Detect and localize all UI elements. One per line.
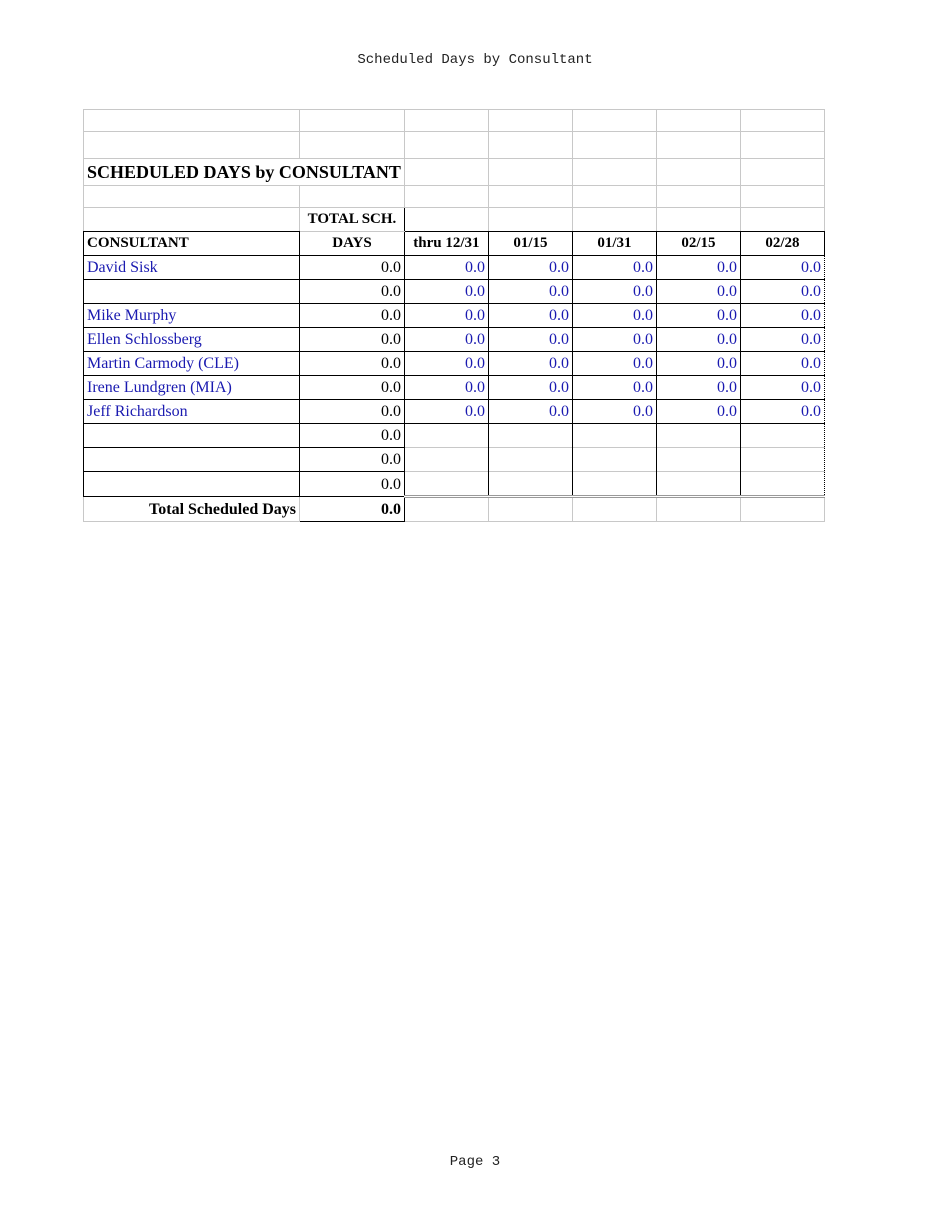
total-days: 0.0 bbox=[300, 328, 405, 352]
period-value bbox=[572, 424, 656, 448]
page-number: Page 3 bbox=[449, 1154, 501, 1170]
period-value: 0.0 bbox=[404, 280, 488, 304]
period-value bbox=[740, 472, 824, 497]
period-value: 0.0 bbox=[740, 328, 824, 352]
period-value: 0.0 bbox=[404, 328, 488, 352]
period-value: 0.0 bbox=[404, 352, 488, 376]
table-row bbox=[84, 256, 825, 280]
period-value: 0.0 bbox=[404, 256, 488, 280]
period-value: 0.0 bbox=[740, 304, 824, 328]
period-value: 0.0 bbox=[656, 304, 740, 328]
total-days: 0.0 bbox=[300, 424, 405, 448]
period-value: 0.0 bbox=[488, 304, 572, 328]
header-days: DAYS bbox=[300, 232, 405, 256]
consultant-name: Mike Murphy bbox=[84, 304, 300, 328]
period-value: 0.0 bbox=[404, 376, 488, 400]
period-value bbox=[572, 448, 656, 472]
blank-row bbox=[84, 110, 825, 132]
period-value bbox=[404, 448, 488, 472]
period-value: 0.0 bbox=[572, 280, 656, 304]
total-days: 0.0 bbox=[300, 376, 405, 400]
period-value: 0.0 bbox=[656, 328, 740, 352]
period-value: 0.0 bbox=[656, 280, 740, 304]
period-value: 0.0 bbox=[572, 256, 656, 280]
period-value bbox=[656, 448, 740, 472]
table-row bbox=[84, 472, 825, 497]
period-value: 0.0 bbox=[488, 328, 572, 352]
header-row-top bbox=[84, 208, 825, 232]
consultant-name: David Sisk bbox=[84, 256, 300, 280]
table-row bbox=[84, 424, 825, 448]
consultant-name: Martin Carmody (CLE) bbox=[84, 352, 300, 376]
period-value: 0.0 bbox=[656, 352, 740, 376]
header-0215: 02/15 bbox=[656, 232, 740, 256]
period-value: 0.0 bbox=[740, 280, 824, 304]
period-value: 0.0 bbox=[488, 376, 572, 400]
period-value: 0.0 bbox=[656, 400, 740, 424]
total-label: Total Scheduled Days bbox=[84, 497, 300, 522]
period-value bbox=[488, 472, 572, 497]
period-value: 0.0 bbox=[488, 256, 572, 280]
period-value: 0.0 bbox=[740, 256, 824, 280]
table-row bbox=[84, 400, 825, 424]
period-value: 0.0 bbox=[572, 304, 656, 328]
period-value bbox=[488, 448, 572, 472]
period-value: 0.0 bbox=[488, 280, 572, 304]
period-value: 0.0 bbox=[488, 400, 572, 424]
consultant-name: Ellen Schlossberg bbox=[84, 328, 300, 352]
period-value: 0.0 bbox=[656, 256, 740, 280]
period-value: 0.0 bbox=[572, 400, 656, 424]
period-value bbox=[740, 448, 824, 472]
consultant-name bbox=[84, 472, 300, 497]
total-days: 0.0 bbox=[300, 472, 405, 497]
period-value: 0.0 bbox=[572, 352, 656, 376]
total-days: 0.0 bbox=[300, 352, 405, 376]
period-value: 0.0 bbox=[572, 328, 656, 352]
header-row bbox=[84, 232, 825, 256]
consultant-name bbox=[84, 424, 300, 448]
period-value bbox=[740, 424, 824, 448]
spreadsheet-table bbox=[83, 109, 825, 522]
period-value: 0.0 bbox=[740, 400, 824, 424]
header-0131: 01/31 bbox=[572, 232, 656, 256]
total-days: 0.0 bbox=[300, 280, 405, 304]
period-value: 0.0 bbox=[488, 352, 572, 376]
period-value bbox=[656, 472, 740, 497]
blank-row bbox=[84, 186, 825, 208]
period-value bbox=[656, 424, 740, 448]
table-row bbox=[84, 304, 825, 328]
period-value: 0.0 bbox=[740, 376, 824, 400]
header-0228: 02/28 bbox=[740, 232, 824, 256]
total-row bbox=[84, 497, 825, 522]
period-value bbox=[404, 472, 488, 497]
period-value: 0.0 bbox=[404, 304, 488, 328]
consultant-name bbox=[84, 448, 300, 472]
header-consultant: CONSULTANT bbox=[84, 232, 300, 256]
period-value: 0.0 bbox=[656, 376, 740, 400]
header-thru-1231: thru 12/31 bbox=[404, 232, 488, 256]
table-row bbox=[84, 352, 825, 376]
table-row bbox=[84, 448, 825, 472]
sheet-title: SCHEDULED DAYS by CONSULTANT bbox=[84, 159, 405, 186]
period-value: 0.0 bbox=[404, 400, 488, 424]
total-days: 0.0 bbox=[300, 256, 405, 280]
consultant-name: Jeff Richardson bbox=[84, 400, 300, 424]
table-row bbox=[84, 280, 825, 304]
page-header: Scheduled Days by Consultant bbox=[357, 52, 593, 68]
consultant-name bbox=[84, 280, 300, 304]
period-value bbox=[488, 424, 572, 448]
title-row bbox=[84, 159, 825, 186]
total-days: 0.0 bbox=[300, 400, 405, 424]
total-value: 0.0 bbox=[300, 497, 405, 522]
blank-row bbox=[84, 132, 825, 159]
table-row bbox=[84, 328, 825, 352]
consultant-name: Irene Lundgren (MIA) bbox=[84, 376, 300, 400]
table-row bbox=[84, 376, 825, 400]
period-value: 0.0 bbox=[572, 376, 656, 400]
header-0115: 01/15 bbox=[488, 232, 572, 256]
period-value: 0.0 bbox=[740, 352, 824, 376]
header-total-top: TOTAL SCH. bbox=[300, 208, 405, 232]
total-days: 0.0 bbox=[300, 304, 405, 328]
total-days: 0.0 bbox=[300, 448, 405, 472]
period-value bbox=[404, 424, 488, 448]
period-value bbox=[572, 472, 656, 497]
